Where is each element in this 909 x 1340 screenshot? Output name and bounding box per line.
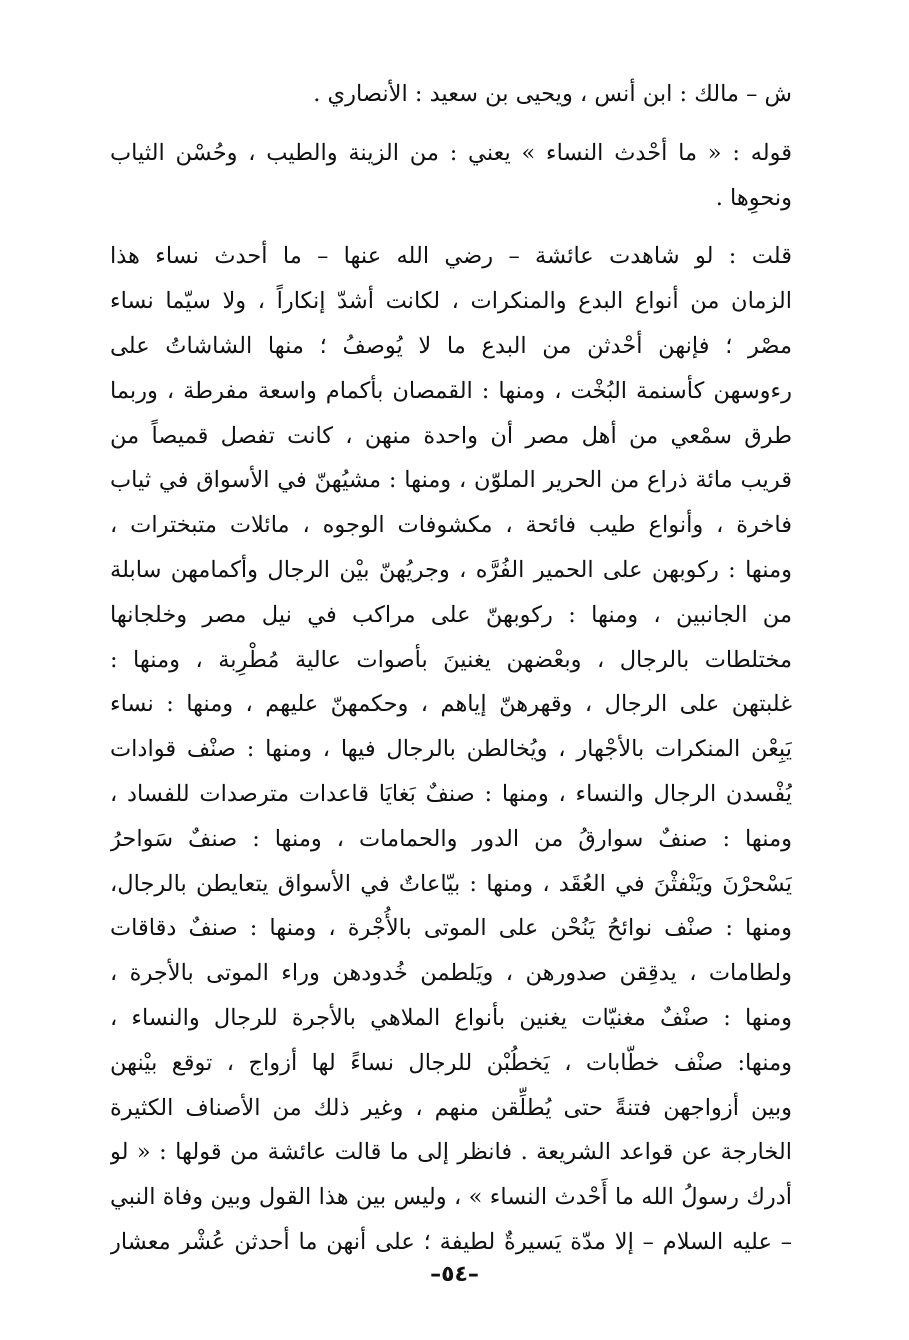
text-line: وبين أزواجهن فتنةً حتى يُطلِّقن منهم ، وغير ذلك من الأصناف الكثيرة xyxy=(110,1094,792,1121)
text-line: رءوسهن كأسنمة البُخْت ، ومنها : القمصان بأكمام واسعة مفرطة ، وربما xyxy=(110,377,792,404)
text-line: يُفْسدن الرجال والنساء ، ومنها : صنفٌ بَغايَا قاعدات مترصدات للفساد ، xyxy=(110,780,792,807)
text-line: قريب مائة ذراع من الحرير الملوّن ، ومنها : مشيُهنّ في الأسواق في ثياب xyxy=(110,467,792,494)
text-line: ومنها : صنْفٌ مغنيّات يغنين بأنواع الملاهي بالأجرة للرجال والنساء ، xyxy=(110,1004,792,1031)
text-line: مختلطات بالرجال ، وبعْضهن يغنينَ بأصوات عالية مُطْرِبة ، ومنها : xyxy=(110,646,792,673)
text-line: أدرك رسولُ الله ما أَحْدث النساء » ، وليس بين هذا القول وبين وفاة النبي xyxy=(110,1184,792,1211)
text-line: من الجانبين ، ومنها : ركوبهنّ على مراكب في نيل مصر وخلجانها xyxy=(110,601,792,628)
text-line: ونحوِها . xyxy=(715,184,792,211)
text-line: ومنها : ركوبهن على الحمير الفُرَّه ، وجريُهنّ بيْن الرجال وأكمامهن سابلة xyxy=(110,556,792,583)
text-line: فاخرة ، وأنواع طيب فائحة ، مكشوفات الوجوه ، مائلات متبخترات ، xyxy=(110,512,792,539)
text-line: ولطامات ، يدقِقن صدورهن ، ويَلطمن خُدودهن وراء الموتى بالأجرة ، xyxy=(110,960,792,987)
text-line: طرق سمْعي من أهل مصر أن واحدة منهن ، كانت تفصل قميصاً من xyxy=(110,422,792,449)
text-line: – عليه السلام – إلا مدّة يَسيرةٌ لطيفة ؛ على أنهن ما أحدثن عُشْر معشار xyxy=(110,1228,792,1255)
text-line: غلبتهن على الرجال ، وقهرهنّ إياهم ، وحكمهنّ عليهم ، ومنها : نساء xyxy=(110,691,792,718)
text-line: ومنها: صنْف خطّابات ، يَخطُبْن للرجال نساءً لها أزواج ، توقع بيْنهن xyxy=(110,1049,792,1076)
text-line: الخارجة عن قواعد الشريعة . فانظر إلى ما قالت عائشة من قولها : « لو xyxy=(110,1139,792,1166)
text-line: يَسْحرْنَ ويَنْفثْنَ في العُقَد ، ومنها : بيّاعاتٌ في الأسواق يتعايطن بالرجال، xyxy=(110,870,792,897)
page-number: –٥٤– xyxy=(430,1262,479,1287)
text-line: ومنها : صنفٌ سوارقُ من الدور والحمامات ، ومنها : صنفٌ سَواحرُ xyxy=(110,825,792,852)
text-line: قلت : لو شاهدت عائشة – رضي الله عنها – ما أحدث نساء هذا xyxy=(110,243,792,270)
text-line: الزمان من أنواع البدع والمنكرات ، لكانت أشدّ إنكاراً ، ولا سيّما نساء xyxy=(110,288,792,315)
text-line: ومنها : صنْف نوائحُ يَنُحْن على الموتى بالأُجْرة ، ومنها : صنفٌ دقاقات xyxy=(110,915,792,942)
page-body xyxy=(110,72,792,1265)
text-line: قوله : « ما أحْدث النساء » يعني : من الزينة والطيب ، وحُسْن الثياب xyxy=(110,139,792,166)
text-line: يَبِعْن المنكرات بالأجْهار ، ويُخالطن بالرجال فيها ، ومنها : صنْف قوادات xyxy=(110,736,792,763)
text-line: ش – مالك : ابن أنس ، ويحيى بن سعيد : الأنصاري . xyxy=(313,81,792,107)
text-line: مصْر ؛ فإنهن أحْدثن من البدع ما لا يُوصفُ ؛ منها الشاشاتُ على xyxy=(110,332,792,359)
